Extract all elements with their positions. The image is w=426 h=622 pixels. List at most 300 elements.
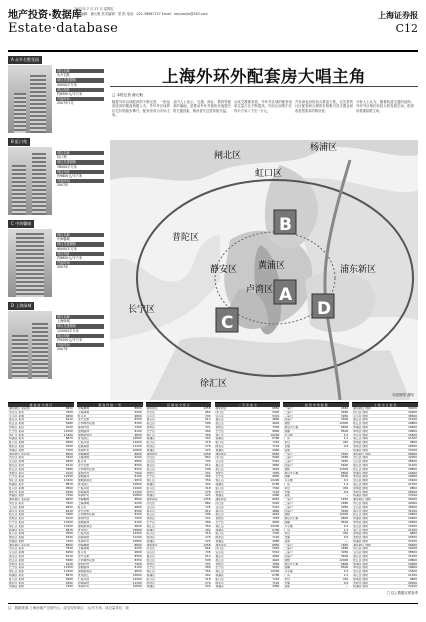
- row-value: 5920: [272, 500, 280, 505]
- row-label: 杨浦区 地块: [353, 539, 369, 543]
- row-value: 14900: [132, 485, 142, 490]
- row-value: 2680: [341, 455, 349, 460]
- district-label: 徐汇区: [200, 379, 228, 389]
- row-value: 6800: [341, 424, 349, 429]
- row-value: 10200: [270, 432, 280, 437]
- row-value: 9340: [65, 489, 73, 494]
- row-value: 5310: [272, 413, 280, 418]
- row-value: 9340: [65, 580, 73, 585]
- row-label: 宝山区 某城: [9, 551, 24, 555]
- row-value: 0.9: [343, 443, 349, 448]
- row-label: 闵行区 地块: [353, 410, 369, 414]
- row-value: 7120: [272, 489, 280, 494]
- row-label: 永升名墅: [77, 509, 90, 513]
- row-label: 闵行区 某苑: [9, 501, 24, 505]
- row-label: 招商海德: [77, 581, 90, 585]
- row-value: 31200: [408, 554, 417, 559]
- row-label: 仁恒河滨: [77, 577, 90, 581]
- row-value: 14900: [132, 531, 142, 536]
- row-label: 绿地新都会: [77, 524, 92, 528]
- row-value: 10800: [132, 447, 142, 452]
- row-label: 二室户: [284, 547, 293, 551]
- row-value: 7450: [65, 584, 73, 589]
- row-value: 5920: [272, 409, 280, 414]
- row-value: 9650: [134, 523, 142, 528]
- row-label: 世茂滨江: [77, 482, 90, 486]
- field-label: 项目均价: [56, 88, 104, 92]
- row-value: 9650: [134, 432, 142, 437]
- district-map: [110, 140, 418, 400]
- row-value: 224: [205, 538, 211, 543]
- row-label: 宝山区: [146, 460, 156, 463]
- row-value: 6210: [65, 417, 73, 422]
- row-value: 5980: [65, 421, 73, 426]
- row-label: 厂房: [284, 528, 290, 532]
- row-value: 598: [205, 466, 211, 471]
- row-value: 7050: [272, 470, 280, 475]
- field-label: 项目均价: [56, 252, 104, 256]
- section-name: 地产投资·数据库: [8, 10, 82, 21]
- row-label: 浦东新区 某花园: [9, 498, 30, 501]
- row-label: 嘉定区 地块: [353, 509, 369, 513]
- row-label: 闵行区 地块: [353, 547, 369, 551]
- row-label: 商铺: [284, 429, 290, 433]
- row-value: 1850: [341, 451, 349, 456]
- row-value: 8500: [341, 474, 349, 479]
- row-label: 保利叶语: [77, 471, 90, 475]
- row-label: 中海馨城: [77, 498, 90, 501]
- row-label: 青浦区 某墅: [9, 539, 24, 543]
- field-value: 约9800元/平方米: [57, 174, 83, 179]
- row-value: 862: [205, 500, 211, 505]
- row-label: 崇明县 地块: [353, 441, 369, 444]
- row-value: 5310: [272, 550, 280, 555]
- row-value: 9560: [65, 531, 73, 536]
- article-byline: □ 本报记者 谢元魁: [112, 93, 143, 97]
- row-label: 酒店式公寓: [284, 562, 299, 566]
- row-value: 4860: [272, 508, 280, 513]
- row-label: 青浦区: [215, 494, 224, 498]
- row-value: 8500: [134, 417, 142, 422]
- row-value: 450: [342, 440, 349, 445]
- field-value: 约9200元/平方米: [57, 338, 83, 343]
- district-label: 静安区: [210, 265, 238, 275]
- row-value: 8350: [134, 466, 142, 471]
- row-value: 0.9: [343, 535, 349, 540]
- row-label: 浦东新区: [146, 452, 158, 456]
- row-label: 其他: [284, 494, 290, 498]
- row-value: 6850: [272, 497, 280, 502]
- row-value: 9340: [65, 535, 73, 540]
- district-label: 卢湾区: [246, 285, 274, 295]
- row-value: 7900: [134, 470, 142, 475]
- row-value: 745: [205, 550, 211, 555]
- row-label: 写字楼: [284, 524, 293, 528]
- project-fields: [56, 150, 104, 188]
- row-value: 3950: [341, 504, 349, 509]
- row-value: 4.5: [343, 478, 349, 483]
- row-value: 5600: [341, 508, 349, 513]
- row-value: 598: [205, 512, 211, 517]
- project-photo: [8, 147, 52, 215]
- row-label: 保利叶语: [77, 562, 90, 566]
- field-label: 项目均价: [56, 334, 104, 338]
- project-tag: B 虹口苑: [8, 138, 30, 146]
- row-value: 4.5: [343, 569, 349, 574]
- row-label: 普陀区 地块: [353, 444, 369, 448]
- district-label: 长宁区: [128, 305, 156, 315]
- row-value: 8500: [134, 554, 142, 559]
- row-label: 闸北区 某园: [9, 490, 24, 494]
- row-value: 24600: [408, 424, 417, 429]
- row-value: 26500: [408, 443, 417, 448]
- row-label: 普陀区 地块: [353, 581, 369, 585]
- field-value: 78000平方米: [57, 164, 77, 169]
- row-value: 10800: [132, 493, 142, 498]
- field-value: 约8500元/平方米: [57, 92, 83, 97]
- row-value: 450: [342, 576, 349, 581]
- row-label: 普陀区 某府: [9, 471, 24, 475]
- row-label: 厂房: [284, 482, 290, 486]
- row-label: 普陀区 地块: [353, 536, 369, 539]
- row-label: 嘉定区 某湾: [9, 555, 24, 558]
- row-label: 虹口区: [215, 441, 224, 444]
- row-label: 嘉定区 地块: [353, 555, 369, 558]
- row-value: 42000: [408, 409, 417, 414]
- row-value: 7820: [65, 409, 73, 414]
- data-table: [146, 402, 212, 600]
- field-value: 约8800元/平方米: [57, 256, 83, 261]
- masthead-rule: [8, 50, 418, 52]
- row-label: 杨浦区: [215, 437, 224, 441]
- row-label: 万科城市花园: [77, 467, 95, 471]
- row-value: 11200: [132, 535, 142, 540]
- row-value: 318: [205, 576, 211, 581]
- row-label: 徐汇区: [146, 524, 156, 528]
- row-label: 三室户: [284, 460, 293, 463]
- row-value: 8800: [134, 497, 142, 502]
- row-label: 徐汇区: [215, 570, 224, 574]
- table-header: 二 手 房 成 交: [215, 403, 281, 407]
- row-label: 浦东新区 某花园: [9, 543, 30, 547]
- row-label: 杨浦区 地块: [353, 448, 369, 452]
- row-label: 嘉定区: [215, 463, 224, 467]
- row-label: 三室户: [284, 551, 293, 555]
- table-row: [352, 585, 418, 589]
- district-label: 普陀区: [172, 233, 200, 243]
- row-label: 普陀区 某府: [9, 425, 24, 429]
- row-label: 上海绿城: [77, 456, 90, 460]
- row-value: 612: [205, 508, 211, 513]
- row-label: 世茂滨江: [77, 574, 90, 577]
- row-value: 2680: [341, 409, 349, 414]
- data-table: [352, 402, 418, 600]
- row-value: 11200: [132, 443, 142, 448]
- row-label: 商铺: [284, 566, 290, 570]
- field-value: 95000平方米: [57, 246, 77, 251]
- row-value: 7450: [65, 447, 73, 452]
- row-value: 1258: [203, 406, 211, 410]
- row-value: 450: [342, 485, 349, 490]
- row-label: 南汇区 地块: [353, 528, 369, 532]
- row-label: 保利叶语: [77, 517, 90, 520]
- row-label: 松江区: [146, 513, 156, 517]
- row-label: 杨浦区: [215, 574, 224, 577]
- row-label: 宝山区: [215, 414, 224, 418]
- row-label: 奉贤区 地块: [353, 566, 369, 570]
- row-label: 虹口区: [146, 532, 156, 536]
- row-label: 闸北区: [146, 490, 156, 494]
- row-label: 一室户: [284, 407, 293, 410]
- table-header: 楼 盘 成 交 排 行: [8, 403, 74, 407]
- row-label: 奉贤区 地块: [353, 429, 369, 433]
- row-value: 431: [205, 516, 211, 521]
- row-label: 华润中央: [77, 494, 90, 498]
- row-label: 闵行区 某苑: [9, 547, 24, 551]
- row-value: 12000: [339, 466, 349, 471]
- row-label: 松江区 某园: [9, 467, 24, 471]
- row-label: 普陀区: [215, 562, 224, 566]
- row-label: 闵行区: [215, 547, 224, 551]
- issue-meta: [74, 7, 208, 16]
- row-label: 闵行区: [146, 456, 156, 460]
- row-label: 普陀区 地块: [353, 490, 369, 494]
- row-label: 车位: [284, 486, 290, 490]
- row-value: 9800: [409, 531, 417, 536]
- row-label: 浦东新区 某花园: [9, 452, 30, 456]
- row-label: 金地格林: [77, 520, 90, 524]
- row-value: 6850: [272, 406, 280, 410]
- row-value: 356: [205, 523, 211, 528]
- row-label: 长宁区 某庭: [9, 429, 24, 433]
- row-value: —: [345, 447, 349, 452]
- row-label: 写字楼: [284, 479, 293, 482]
- row-label: 闸北区: [215, 581, 224, 585]
- row-value: 12500: [63, 565, 73, 570]
- table-row: [77, 585, 143, 589]
- row-label: 虹口区 某城: [9, 441, 24, 444]
- page-number: C12: [395, 22, 418, 35]
- row-value: 13200: [63, 478, 73, 483]
- row-value: 9560: [65, 440, 73, 445]
- row-label: 徐汇区: [146, 570, 156, 574]
- row-label: 杨浦区: [215, 482, 224, 486]
- footer-rule: [8, 603, 418, 604]
- row-label: 保利叶语: [77, 425, 90, 429]
- field-label: 项目均价: [56, 170, 104, 174]
- row-value: 431: [205, 561, 211, 566]
- row-label: 虹口苑: [77, 460, 87, 463]
- row-value: 6780: [272, 481, 280, 486]
- row-label: 仁恒河滨: [77, 486, 90, 490]
- row-value: 7120: [272, 443, 280, 448]
- row-value: 8650: [65, 451, 73, 456]
- headline-rule: [110, 86, 418, 87]
- row-label: 长宁区: [146, 520, 156, 524]
- footer-note: 注：数据来源 上海房地产交易中心；成交均价单位：元/平方米；成交量单位：套: [8, 606, 129, 610]
- row-label: 虹口区: [215, 486, 224, 490]
- row-value: 42000: [408, 455, 417, 460]
- row-value: 318: [205, 531, 211, 536]
- row-value: 24600: [408, 561, 417, 566]
- row-value: 7820: [65, 500, 73, 505]
- row-value: 33100: [408, 538, 417, 543]
- row-label: 金山区 地块: [353, 433, 369, 437]
- row-label: 徐汇区 某邸: [9, 570, 24, 574]
- row-value: 9120: [65, 561, 73, 566]
- row-label: 长宁区 某庭: [9, 566, 24, 570]
- row-value: 29800: [408, 466, 417, 471]
- row-label: 招商海德: [77, 536, 90, 539]
- row-label: 闵行区: [146, 410, 156, 414]
- row-value: 6210: [65, 462, 73, 467]
- row-label: 酒店式公寓: [284, 471, 299, 475]
- row-value: 1.2: [343, 527, 349, 532]
- row-label: 崇明县 地块: [353, 486, 369, 490]
- row-value: 402: [205, 481, 211, 486]
- row-label: 绿地新都会: [77, 570, 92, 574]
- project-block-b: [8, 138, 104, 217]
- row-value: 7450: [65, 493, 73, 498]
- row-label: 中海馨城: [77, 543, 90, 547]
- field-value: 2007年: [57, 183, 69, 188]
- district-label: 浦东新区: [340, 265, 377, 275]
- district-label: 闸北区: [214, 151, 242, 161]
- project-photo: [8, 65, 52, 133]
- project-fields: [56, 314, 104, 352]
- row-value: 13200: [63, 432, 73, 437]
- row-value: 2680: [341, 500, 349, 505]
- row-label: 杨浦区 某苑: [9, 482, 24, 486]
- row-value: 3950: [341, 413, 349, 418]
- row-label: 普陀区: [146, 425, 156, 429]
- row-label: 南汇区 地块: [353, 574, 369, 577]
- field-label: 开盘时间: [56, 261, 104, 265]
- field-label: 开盘时间: [56, 97, 104, 101]
- row-label: 上海绿城: [77, 410, 90, 414]
- row-value: 11200: [132, 580, 142, 585]
- field-label: 项目总建面积: [56, 160, 104, 164]
- row-label: 三室户: [284, 505, 293, 509]
- row-value: 4980: [272, 584, 280, 589]
- row-label: 浦东新区 某花园: [9, 407, 30, 410]
- row-value: 6950: [65, 413, 73, 418]
- row-label: 华润中央: [77, 448, 90, 452]
- row-value: 6950: [65, 504, 73, 509]
- row-value: 8870: [65, 481, 73, 486]
- row-label: 二室户: [284, 456, 293, 460]
- row-label: 金地格林: [77, 429, 90, 433]
- row-label: 松江区 某园: [9, 513, 24, 517]
- row-value: 6950: [65, 550, 73, 555]
- row-value: 21300: [408, 527, 417, 532]
- row-value: 1.2: [343, 573, 349, 578]
- row-value: 8800: [134, 406, 142, 410]
- row-value: 38500: [408, 550, 417, 555]
- row-value: 8500: [341, 428, 349, 433]
- row-label: 四室户: [284, 509, 293, 513]
- row-label: 商铺: [284, 475, 290, 479]
- row-value: 9800: [272, 519, 280, 524]
- row-label: 嘉定区: [215, 555, 224, 558]
- row-label: 闵行区 某苑: [9, 410, 24, 414]
- field-label: 项目总建面积: [56, 324, 104, 328]
- row-value: 289: [205, 565, 211, 570]
- row-value: 12500: [63, 474, 73, 479]
- row-label: 嘉定区: [215, 418, 224, 422]
- row-value: 10800: [132, 584, 142, 589]
- row-label: 上海绿城: [77, 501, 90, 505]
- field-value: 2007年: [57, 265, 69, 270]
- row-label: 长宁区: [215, 429, 224, 433]
- field-label: 开盘时间: [56, 179, 104, 183]
- row-label: 长宁区: [215, 566, 224, 570]
- row-value: 15400: [408, 478, 417, 483]
- row-label: 普陀区: [215, 471, 224, 475]
- row-label: 崇明县 地块: [353, 577, 369, 581]
- row-value: 9800: [134, 504, 142, 509]
- data-table: [283, 402, 349, 600]
- row-value: 4860: [272, 417, 280, 422]
- row-value: 356: [205, 569, 211, 574]
- row-value: 9800: [134, 550, 142, 555]
- row-label: 杨浦区 地块: [353, 585, 369, 589]
- row-label: 嘉定区 某湾: [9, 509, 24, 513]
- row-value: 598: [205, 557, 211, 562]
- row-value: 1.2: [343, 436, 349, 441]
- row-label: 青浦区 某墅: [9, 494, 24, 498]
- row-value: 431: [205, 470, 211, 475]
- row-value: 402: [205, 436, 211, 441]
- row-value: 4980: [272, 538, 280, 543]
- row-value: 21300: [408, 436, 417, 441]
- row-label: 世茂滨江: [77, 528, 90, 532]
- row-value: 5600: [341, 554, 349, 559]
- row-value: 18900: [408, 474, 417, 479]
- row-value: 7340: [272, 531, 280, 536]
- issue-date: 2007年 7 月 27 日 星期五: [74, 7, 114, 11]
- row-label: 仁恒河滨: [77, 532, 90, 536]
- row-label: 松江区: [215, 467, 224, 471]
- row-label: 其他: [284, 539, 290, 543]
- row-label: 宝山区 地块: [353, 460, 369, 463]
- field-value: 2007年7月: [57, 101, 74, 106]
- project-fields: [56, 232, 104, 270]
- row-label: 嘉定区 某湾: [9, 463, 24, 467]
- row-label: 徐汇区 某邸: [9, 479, 24, 482]
- row-label: 虹口苑: [77, 551, 87, 555]
- row-label: 嘉定区: [146, 509, 156, 513]
- row-value: 5920: [272, 546, 280, 551]
- row-value: 4.5: [343, 432, 349, 437]
- row-value: 31200: [408, 508, 417, 513]
- field-value: 2007年: [57, 347, 69, 352]
- project-photo: [8, 229, 52, 297]
- row-value: 289: [205, 474, 211, 479]
- row-label: 长宁区: [146, 475, 156, 479]
- row-label: 嘉定区: [146, 555, 156, 558]
- row-value: 5980: [65, 512, 73, 517]
- row-label: 宝山区: [146, 505, 156, 509]
- row-label: 一室户: [284, 543, 293, 547]
- row-label: 万科城市花园: [77, 558, 95, 562]
- row-label: 宝山区: [146, 551, 156, 555]
- row-label: 虹口区: [146, 577, 156, 581]
- row-label: 浦东新区 地块: [353, 407, 371, 410]
- row-value: 9800: [409, 440, 417, 445]
- row-label: 招商海德: [77, 490, 90, 494]
- project-block-c: [8, 220, 104, 299]
